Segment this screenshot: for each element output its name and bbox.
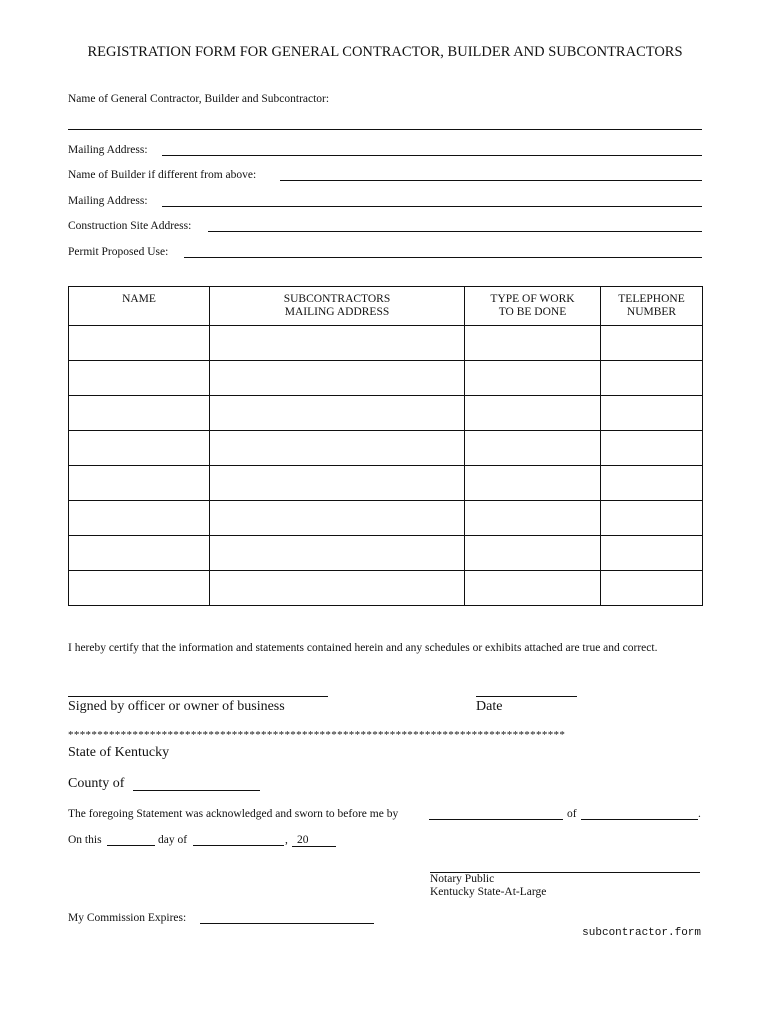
builder-name-field[interactable]: [280, 168, 702, 181]
table-cell[interactable]: [210, 361, 465, 396]
table-cell[interactable]: [601, 466, 703, 501]
mailing-address-2-field[interactable]: [162, 194, 702, 207]
signature-line[interactable]: [68, 696, 328, 697]
table-cell[interactable]: [465, 501, 601, 536]
certification-text: I hereby certify that the information and statements contained herein and any schedules or exhibits attached are true and correct.: [68, 642, 658, 654]
table-cell[interactable]: [601, 431, 703, 466]
table-cell[interactable]: [69, 361, 210, 396]
on-this-label: On this: [68, 834, 102, 846]
day-of-label: day of: [158, 834, 188, 846]
table-row: [69, 431, 703, 466]
acknowledged-text: The foregoing Statement was acknowledged and sworn to before me by: [68, 808, 399, 820]
day-field[interactable]: [107, 833, 155, 846]
table-row: [69, 361, 703, 396]
period-mark: .: [698, 808, 701, 820]
table-cell[interactable]: [465, 466, 601, 501]
contractor-name-field[interactable]: [68, 117, 702, 130]
table-cell[interactable]: [69, 536, 210, 571]
permit-use-label: Permit Proposed Use:: [68, 246, 169, 258]
table-cell[interactable]: [69, 326, 210, 361]
county-field[interactable]: [133, 777, 260, 791]
date-label: Date: [476, 699, 503, 714]
table-cell[interactable]: [69, 571, 210, 606]
table-cell[interactable]: [210, 536, 465, 571]
table-cell[interactable]: [465, 361, 601, 396]
contractor-name-label: Name of General Contractor, Builder and Subcontractor:: [68, 93, 330, 105]
commission-label: My Commission Expires:: [68, 912, 187, 924]
table-cell[interactable]: [210, 466, 465, 501]
table-cell[interactable]: [465, 326, 601, 361]
table-row: [69, 501, 703, 536]
of-field[interactable]: [581, 807, 698, 820]
table-cell[interactable]: [601, 536, 703, 571]
mailing-address-label: Mailing Address:: [68, 144, 148, 156]
table-cell[interactable]: [601, 361, 703, 396]
header-name: NAME: [69, 287, 210, 326]
year-field[interactable]: [292, 834, 336, 847]
form-title: REGISTRATION FORM FOR GENERAL CONTRACTOR, BUILDER AND SUBCONTRACTORS: [87, 44, 683, 60]
table-cell[interactable]: [69, 396, 210, 431]
table-row: [69, 326, 703, 361]
separator-line: *************************************************************************************: [68, 729, 566, 741]
table-row: [69, 571, 703, 606]
footer-filename: subcontractor.form: [582, 927, 701, 939]
signed-label: Signed by officer or owner of business: [68, 699, 285, 714]
table-cell[interactable]: [465, 536, 601, 571]
table-cell[interactable]: [210, 571, 465, 606]
table-cell[interactable]: [69, 466, 210, 501]
table-cell[interactable]: [601, 396, 703, 431]
table-cell[interactable]: [465, 571, 601, 606]
year-prefix: 20: [297, 834, 309, 846]
acknowledged-by-field[interactable]: [429, 807, 563, 820]
table-cell[interactable]: [465, 396, 601, 431]
table-row: [69, 536, 703, 571]
of-label: of: [567, 808, 577, 820]
table-cell[interactable]: [601, 326, 703, 361]
header-mailing-address: SUBCONTRACTORS MAILING ADDRESS: [210, 287, 465, 326]
table-cell[interactable]: [69, 501, 210, 536]
state-label: State of Kentucky: [68, 745, 170, 760]
header-telephone: TELEPHONE NUMBER: [601, 287, 703, 326]
mailing-address-field[interactable]: [162, 143, 702, 156]
commission-expires-field[interactable]: [200, 911, 374, 924]
county-label: County of: [68, 776, 125, 791]
table-cell[interactable]: [601, 571, 703, 606]
date-line[interactable]: [476, 696, 577, 697]
notary-public-label: Notary Public: [430, 873, 495, 885]
state-at-large-label: Kentucky State-At-Large: [430, 886, 547, 898]
table-row: [69, 396, 703, 431]
comma-mark: ,: [285, 834, 288, 846]
mailing-address-2-label: Mailing Address:: [68, 195, 148, 207]
table-cell[interactable]: [601, 501, 703, 536]
table-cell[interactable]: [465, 431, 601, 466]
table-row: [69, 466, 703, 501]
construction-site-label: Construction Site Address:: [68, 220, 192, 232]
construction-site-field[interactable]: [208, 219, 702, 232]
table-cell[interactable]: [210, 431, 465, 466]
builder-name-label: Name of Builder if different from above:: [68, 169, 257, 181]
permit-use-field[interactable]: [184, 245, 702, 258]
table-header-row: [69, 287, 703, 326]
month-field[interactable]: [193, 833, 284, 846]
table-cell[interactable]: [210, 501, 465, 536]
subcontractor-table: [68, 286, 703, 606]
table-cell[interactable]: [210, 396, 465, 431]
table-cell[interactable]: [210, 326, 465, 361]
table-cell[interactable]: [69, 431, 210, 466]
header-type-of-work: TYPE OF WORK TO BE DONE: [465, 287, 601, 326]
